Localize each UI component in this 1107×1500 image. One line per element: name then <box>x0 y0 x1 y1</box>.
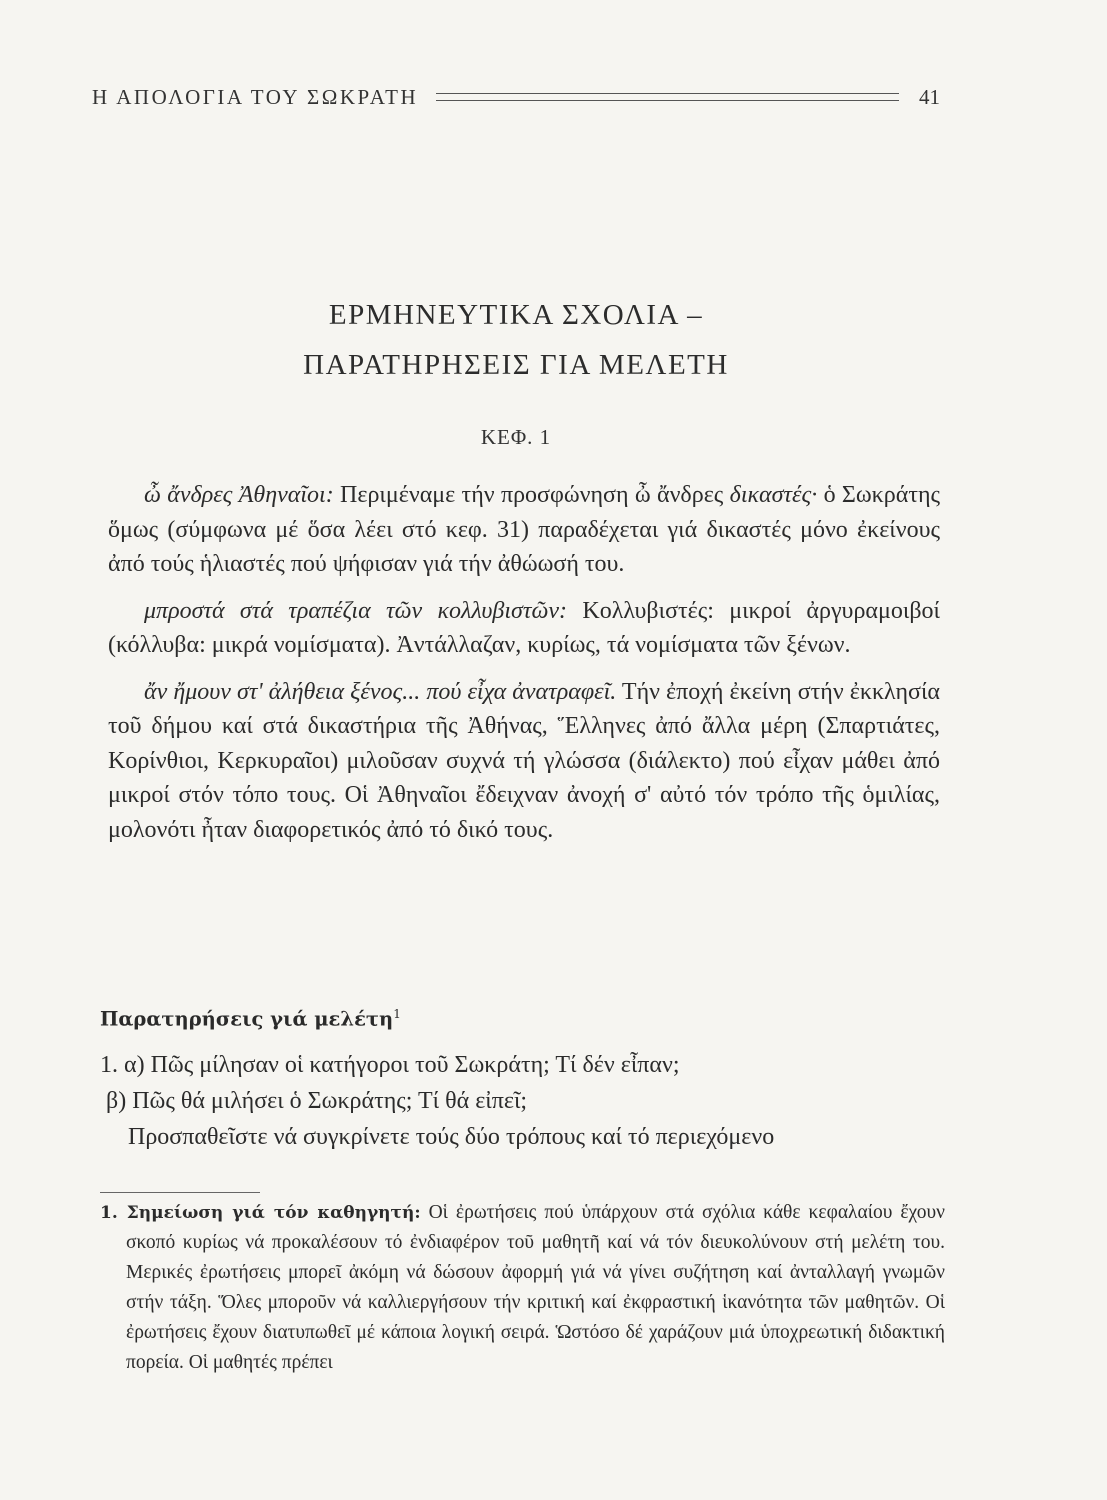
study-questions <box>100 1047 945 1155</box>
commentary-paragraph <box>108 675 940 848</box>
question-line: Προσπαθεῖστε νά συγκρίνετε τούς δύο τρόπους καί τό περιεχόμενο <box>128 1124 775 1150</box>
running-title: Η ΑΠΟΛΟΓΙΑ ΤΟΥ ΣΩΚΡΑΤΗ <box>92 84 419 109</box>
question-line: β) Πῶς θά μιλήσει ὁ Σωκράτης; Τί θά εἰπεῖ; <box>106 1088 528 1114</box>
lemma: ἄν ἤμουν στ' ἀλήθεια ξένος... πού εἶχα ἀνατραφεῖ. <box>144 678 617 705</box>
paragraph-text: Τήν ἐποχή ἐκείνη στήν ἐκκλησία τοῦ δήμου καί στά δικαστήρια τῆς Ἀθήνας, Ἕλληνες ἀπό ἄλλα μέρη (Σπαρτιάτες, Κορίνθιοι, Κερκυραῖοι) μιλοῦσαν συχνά τή γλώσσα (διάλεκτο) πού εἶχαν μάθει ἀπό μικροί στόν τόπο τους. Οἱ Ἀθηναῖοι ἔδειχναν ἀνοχή σ' αὐτό τόν τρόπο τῆς ὁμιλίας, μολονότι ἦταν διαφορετικός ἀπό τό δικό τους. <box>108 678 940 843</box>
question-line: 1. α) Πῶς μίλησαν οἱ κατήγοροι τοῦ Σωκράτη; Τί δέν εἶπαν; <box>100 1052 680 1078</box>
footnote-text: Οἱ ἐρωτήσεις πού ὑπάρχουν στά σχόλια κάθε κεφαλαίου ἔχουν σκοπό κυρίως νά προκαλέσουν τό ἐνδιαφέρον τοῦ μαθητῆ καί νά τόν διευκολύνουν στή μελέτη του. Μερικές ἐρωτήσεις μπορεῖ ἀκόμη νά δώσουν ἀφορμή γιά νά γίνει συζήτηση καί ἀνταλλαγή γνωμῶν στήν τάξη. Ὅλες μποροῦν νά καλλιεργήσουν τήν κριτική καί ἐκφραστική ἱκανότητα τῶν μαθητῶν. Οἱ ἐρωτήσεις ἔχουν διατυπωθεῖ μέ κάποια λογική σειρά. Ὡστόσο δέ χαράζουν μιά ὑποχρεωτική διδακτική πορεία. Οἱ μαθητές πρέπει <box>126 1202 945 1373</box>
footnote-marker: 1 <box>393 1007 401 1021</box>
commentary-body <box>108 478 940 859</box>
chapter-title <box>92 290 940 390</box>
paragraph-text: Περιμέναμε τήν προσφώνηση ὦ ἄνδρες <box>333 482 724 508</box>
footnote-label: 1. Σημείωση γιά τόν καθηγητή: <box>100 1203 421 1223</box>
commentary-paragraph <box>108 594 940 663</box>
commentary-paragraph <box>108 478 940 582</box>
footnote <box>100 1198 945 1378</box>
paragraph-text: ὁ Σωκράτης ὅμως (σύμφωνα μέ ὅσα λέει στό κεφ. 31) παραδέχεται γιά δικαστές μόνο ἐκείνους ἀπό τούς ἡλιαστές πού ψήφισαν γιά τήν ἀθώωσή του. <box>108 482 941 577</box>
footnote-rule <box>100 1192 260 1193</box>
study-notes-heading-text: Παρατηρήσεις γιά μελέτη <box>100 1007 394 1031</box>
page-number: 41 <box>919 84 940 109</box>
chapter-title-line-2: ΠΑΡΑΤΗΡΗΣΕΙΣ ΓΙΑ ΜΕΛΕΤΗ <box>303 349 729 381</box>
header-double-rule <box>436 93 899 101</box>
paragraph-text: Κολλυβιστές: μικροί ἀργυραμοιβοί (κόλλυβα: μικρά νομίσματα). Ἀντάλλαζαν, κυρίως, τά νομίσματα τῶν ξένων. <box>108 597 940 658</box>
lemma: ὦ ἄνδρες Ἀθηναῖοι: <box>144 482 334 508</box>
chapter-title-line-1: ΕΡΜΗΝΕΥΤΙΚΑ ΣΧΟΛΙΑ – <box>328 299 704 331</box>
lemma: δικαστές· <box>729 482 818 508</box>
study-notes-heading <box>100 1007 940 1031</box>
running-header <box>92 80 940 114</box>
section-heading: ΚΕΦ. 1 <box>480 425 552 449</box>
lemma: μπροστά στά τραπέζια τῶν κολλυβιστῶν: <box>144 597 568 624</box>
